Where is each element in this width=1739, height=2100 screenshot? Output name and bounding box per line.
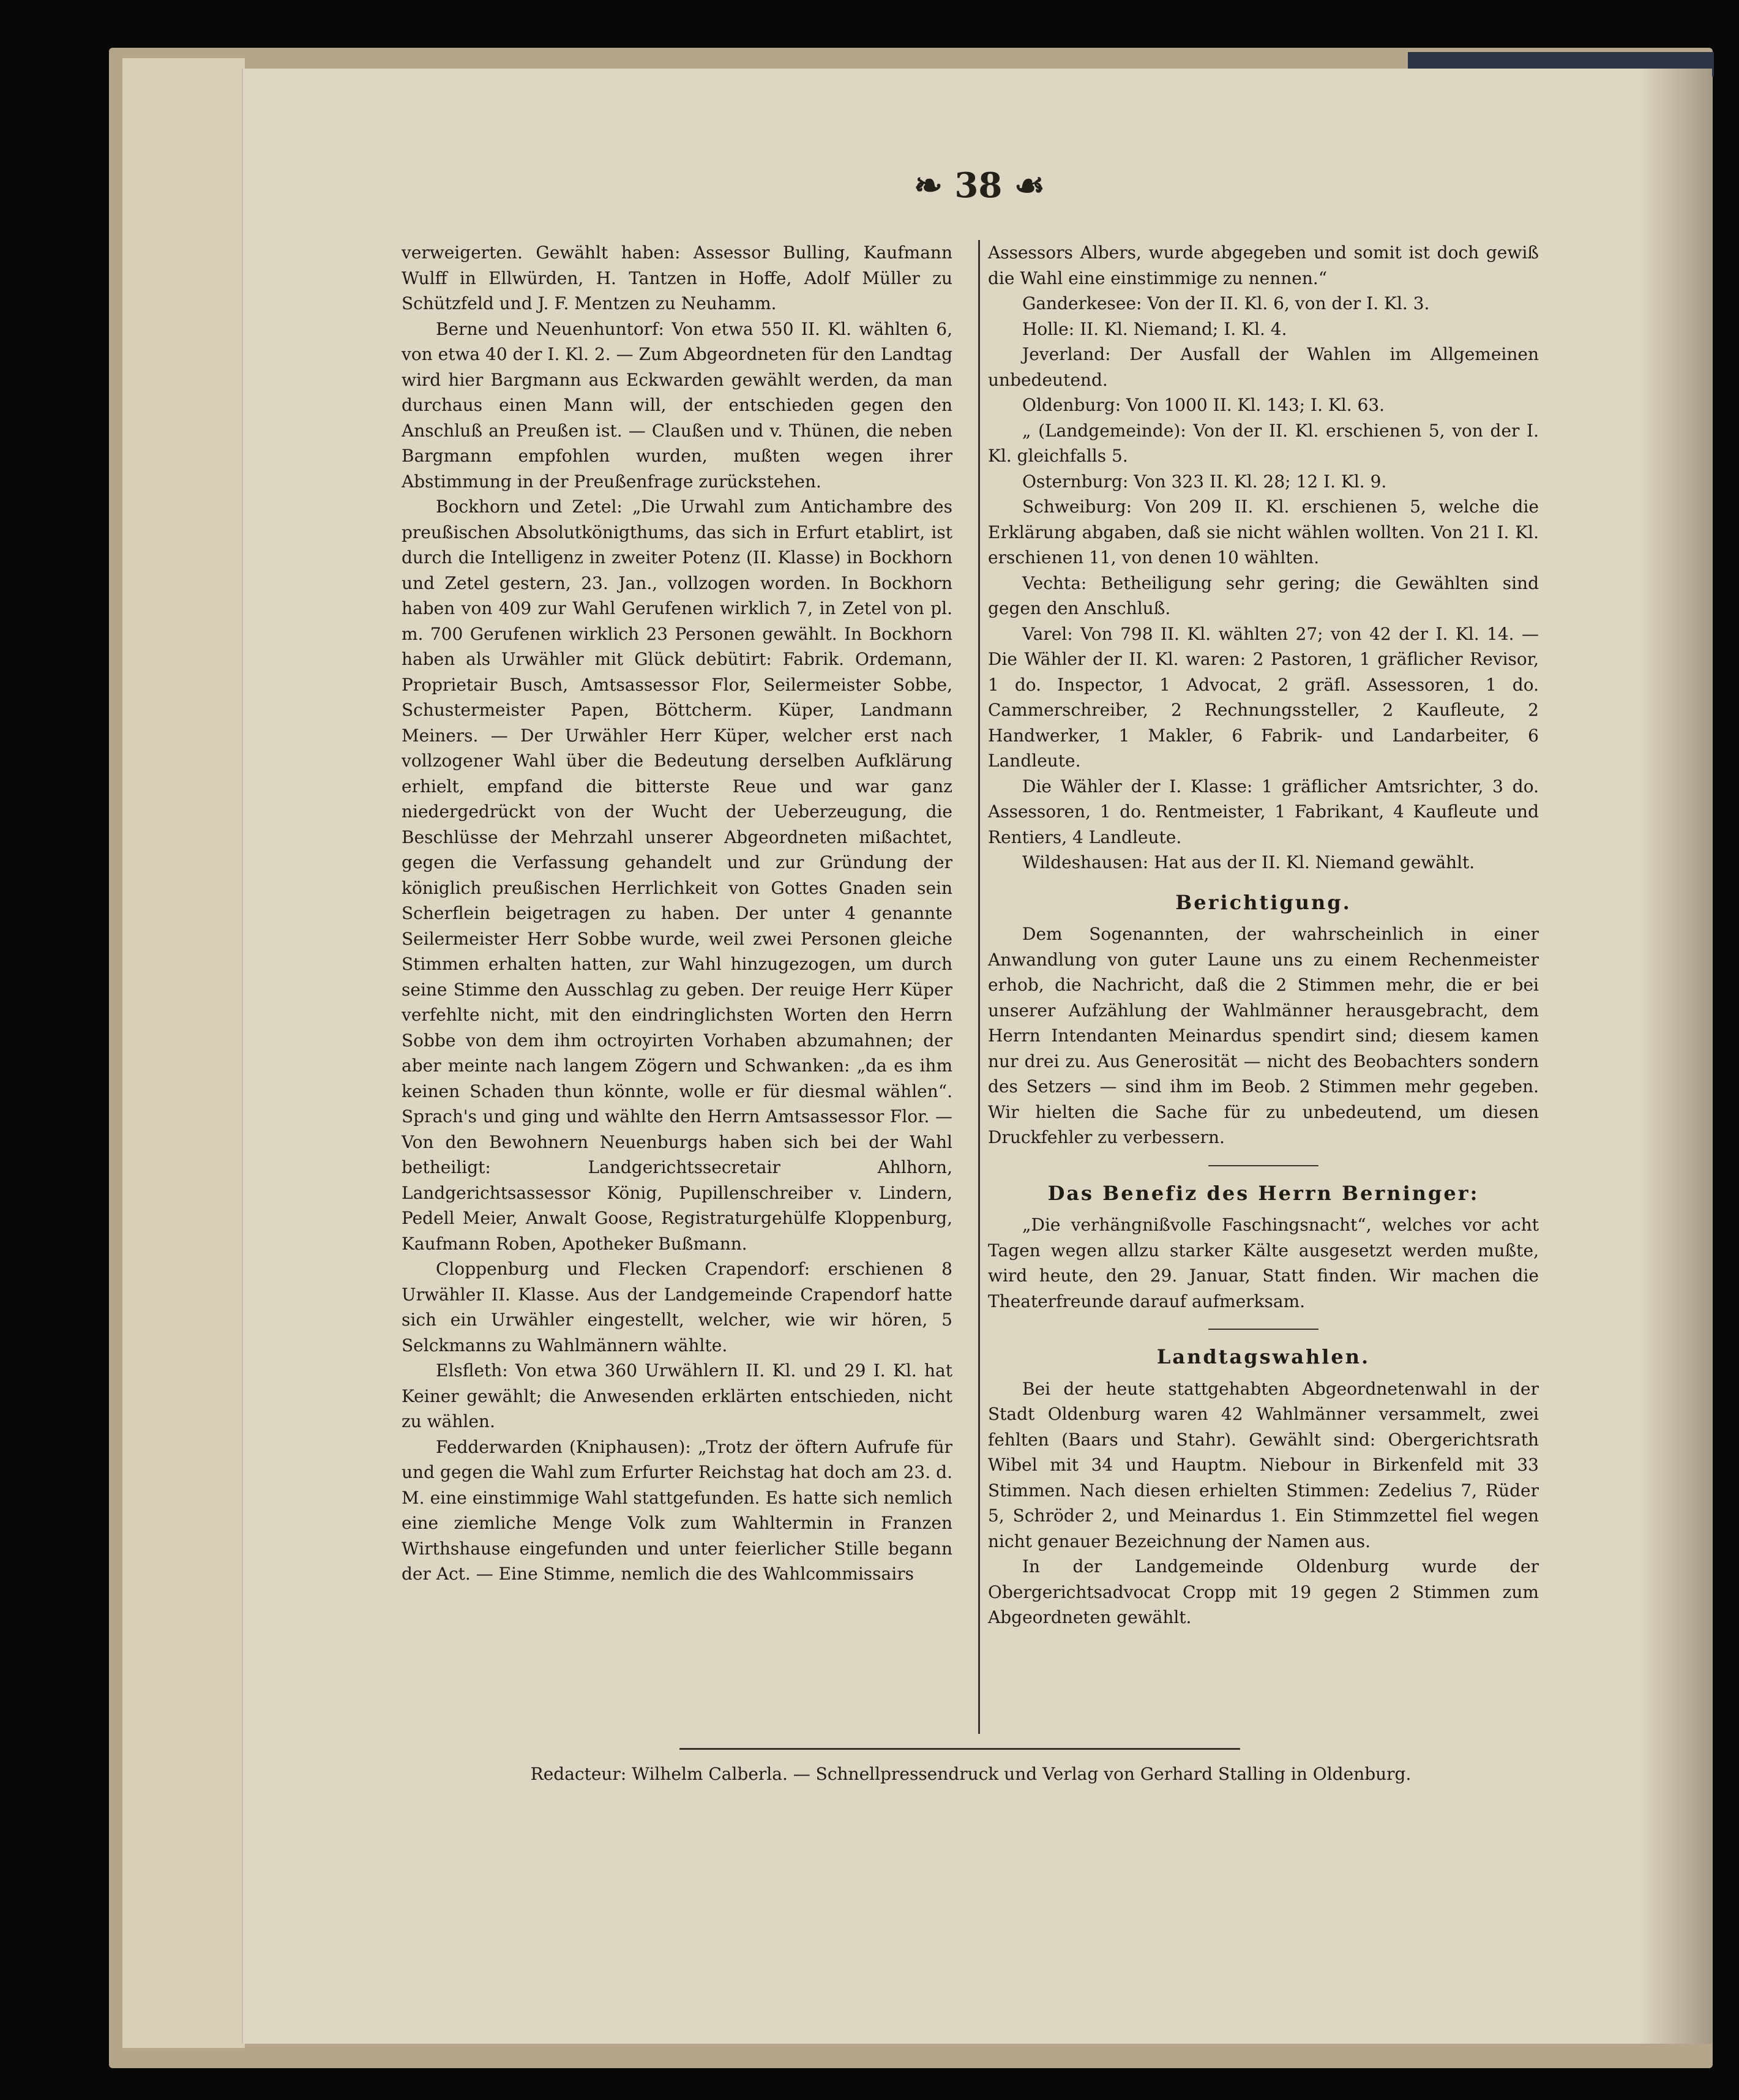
article-paragraph: Berne und Neuenhuntorf: Von etwa 550 II. Kl. wählten 6, von etwa 40 der I. Kl. 2. — Zum Abgeordneten für den Landtag wird hier Bargmann aus Eckwarden gewählt werden, da man durchaus einen Mann will, der entschieden gegen den Anschluß an Preußen ist. — Claußen und v. Thünen, die neben Bargmann empfohlen wurden, mußten wegen ihrer Abstimmung in der Preußenfrage zurückstehen. bbox=[402, 318, 952, 492]
article-paragraph: „ (Landgemeinde): Von der II. Kl. erschienen 5, von der I. Kl. gleichfalls 5. bbox=[988, 420, 1539, 466]
landtagswahlen-text: Bei der heute stattgehabten Abgeordnetenwahl in der Stadt Oldenburg waren 42 Wahlmänner versammelt, zwei fehlten (Baars und Stahr). Gewählt sind: Obergerichtsrath Wibel mit 34 und Hauptm. Niebour in Birkenfeld mit 33 Stimmen. Nach diesen erhielten Stimmen: Zedelius 7, Rüder 5, Schröder 2, und Meinardus 1. Ein Stimmzettel fiel wegen nicht genauer Bezeichnung der Namen aus. bbox=[988, 1378, 1539, 1551]
article-paragraph: Fedderwarden (Kniphausen): „Trotz der öftern Aufrufe für und gegen die Wahl zum Erfurter Reichstag hat doch am 23. d. M. eine einstimmige Wahl stattgefunden. Es hatte sich nemlich eine ziemliche Menge Volk zum Wahltermin in Franzen Wirthshause eingefunden und unter feierlicher Stille begann der Act. — Eine Stimme, nemlich die des Wahlcommissairs bbox=[402, 1436, 952, 1584]
benefiz-text: „Die verhängnißvolle Faschingsnacht“, welches vor acht Tagen wegen allzu starker Kälte ausgesetzt werden mußte, wird heute, den 29. Januar, Statt finden. Wir machen die Theaterfreunde darauf aufmerksam. bbox=[988, 1215, 1539, 1311]
article-paragraph: Schweiburg: Von 209 II. Kl. erschienen 5, welche die Erklärung abgaben, daß sie nicht wählen wollten. Von 21 I. Kl. erschienen 11, von denen 10 wählten. bbox=[988, 497, 1539, 568]
page-number bbox=[848, 165, 1111, 206]
article-paragraph: Vechta: Betheiligung sehr gering; die Gewählten sind gegen den Anschluß. bbox=[988, 572, 1539, 618]
berichtigung-text: Dem Sogenannten, der wahrscheinlich in einer Anwandlung von guter Laune uns zu einem Rechenmeister erhob, die Nachricht, daß die 2 Stimmen mehr, die er bei unserer Aufzählung der Wahlmänner herausgebracht, dem Herrn Intendanten Meinardus spendirt sind; diesem kamen nur drei zu. Aus Generosität — nicht des Beobachters sondern des Setzers — sind ihm im Beob. 2 Stimmen mehr gegeben. Wir hielten die Sache für zu unbedeutend, um diesen Druckfehler zu verbessern. bbox=[988, 924, 1539, 1147]
article-paragraph: Holle: II. Kl. Niemand; I. Kl. 4. bbox=[1022, 318, 1287, 339]
article-paragraph: Cloppenburg und Flecken Crapendorf: erschienen 8 Urwähler II. Klasse. Aus der Landgemeinde Crapendorf hatte sich ein Urwähler eingestellt, welcher, wie wir hören, 5 Selckmanns zu Wahlmännern wählte. bbox=[402, 1259, 952, 1356]
right-ornament-icon: ☙ bbox=[1002, 165, 1045, 206]
berichtigung-heading: Berichtigung. bbox=[1175, 890, 1352, 914]
column-divider bbox=[978, 240, 980, 1734]
landtagswahlen-text: In der Landgemeinde Oldenburg wurde der Obergerichtsadvocat Cropp mit 19 gegen 2 Stimmen zum Abgeordneten gewählt. bbox=[988, 1556, 1539, 1627]
article-paragraph: Elsfleth: Von etwa 360 Urwählern II. Kl. und 29 I. Kl. hat Keiner gewählt; die Anwesenden erklärten entschieden, nicht zu wählen. bbox=[402, 1360, 952, 1431]
right-column bbox=[988, 240, 1539, 1630]
article-paragraph: Oldenburg: Von 1000 II. Kl. 143; I. Kl. 63. bbox=[1022, 395, 1385, 415]
article-paragraph: Osternburg: Von 323 II. Kl. 28; 12 I. Kl. 9. bbox=[1022, 471, 1387, 492]
article-paragraph: Ganderkesee: Von der II. Kl. 6, von der I. Kl. 3. bbox=[1022, 293, 1430, 313]
imprint-footer: Redacteur: Wilhelm Calberla. — Schnellpressendruck und Verlag von Gerhard Stalling in Oldenburg. bbox=[530, 1764, 1412, 1784]
gutter-shadow bbox=[1639, 69, 1712, 2044]
section-separator bbox=[1208, 1329, 1318, 1330]
article-paragraph: Assessors Albers, wurde abgegeben und somit ist doch gewiß die Wahl eine einstimmige zu nennen.“ bbox=[988, 242, 1539, 288]
article-paragraph: Die Wähler der I. Klasse: 1 gräflicher Amtsrichter, 3 do. Assessoren, 1 do. Rentmeister, 1 Fabrikant, 4 Kaufleute und Rentiers, 4 Landleute. bbox=[988, 776, 1539, 847]
footer-rule bbox=[679, 1748, 1240, 1750]
section-separator bbox=[1208, 1165, 1318, 1166]
left-ornament-icon: ❧ bbox=[913, 165, 955, 206]
article-paragraph: Wildeshausen: Hat aus der II. Kl. Niemand gewählt. bbox=[1022, 852, 1475, 872]
article-paragraph: Bockhorn und Zetel: „Die Urwahl zum Antichambre des preußischen Absolutkönigthums, das sich in Erfurt etablirt, ist durch die Intelligenz in zweiter Potenz (II. Klasse) in Bockhorn und Zetel gestern, 23. Jan., vollzogen worden. In Bockhorn haben von 409 zur Wahl Gerufenen wirklich 7, in Zetel von pl. m. 700 Gerufenen wirklich 23 Personen gewählt. In Bockhorn haben als Urwähler mit Glück debütirt: Fabrik. Ordemann, Proprietair Busch, Amtsassessor Flor, Seilermeister Sobbe, Schustermeister Papen, Böttcherm. Küper, Landmann Meiners. — Der Urwähler Herr Küper, welcher erst nach vollzogener Wahl über die Bedeutung derselben Aufklärung erhielt, empfand die bitterste Reue und war ganz niedergedrückt von der Wucht der Ueberzeugung, die Beschlüsse der Mehrzahl unserer Abgeordneten mißachtet, gegen die Verfassung gehandelt und zur Gründung der königlich preußischen Herrlichkeit von Gottes Gnaden sein Scherflein beigetragen zu haben. Der unter 4 genannte Seilermeister Herr Sobbe wurde, weil zwei Personen gleiche Stimmen erhalten hatten, zur Wahl hinzugezogen, um durch seine Stimme den Ausschlag zu geben. Der reuige Herr Küper verfehlte nicht, mit den eindringlichsten Worten den Herrn Sobbe von dem ihm octroyirten Vorhaben abzumahnen; der aber meinte nach langem Zögern und Schwanken: „da es ihm keinen Schaden thun könnte, wolle er für diesmal wählen“. Sprach's und ging und wählte den Herrn Amtsassessor Flor. — Von den Bewohnern Neuenburgs haben sich bei der Wahl betheiligt: Landgerichtssecretair Ahlhorn, Landgerichtsassessor König, Pupillenschreiber v. Lindern, Pedell Meier, Anwalt Goose, Registraturgehülfe Kloppenburg, Kaufmann Roben, Apotheker Bußmann. bbox=[402, 497, 952, 1254]
article-paragraph: Jeverland: Der Ausfall der Wahlen im Allgemeinen unbedeutend. bbox=[988, 344, 1539, 390]
page-edge bbox=[196, 66, 246, 2042]
landtagswahlen-heading: Landtagswahlen. bbox=[1156, 1345, 1371, 1368]
benefiz-heading: Das Benefiz des Herrn Berninger: bbox=[1047, 1181, 1479, 1205]
article-paragraph: verweigerten. Gewählt haben: Assessor Bulling, Kaufmann Wulff in Ellwürden, H. Tantzen in Hoffe, Adolf Müller zu Schützfeld und J. F. Mentzen zu Neuhamm. bbox=[402, 242, 952, 313]
article-paragraph: Varel: Von 798 II. Kl. wählten 27; von 42 der I. Kl. 14. — Die Wähler der II. Kl. waren: 2 Pastoren, 1 gräflicher Revisor, 1 do. Inspector, 1 Advocat, 2 gräfl. Assessoren, 1 do. Cammerschreiber, 2 Rechnungssteller, 2 Kaufleute, 2 Handwerker, 1 Makler, 6 Fabrik- und Landarbeiter, 6 Landleute. bbox=[988, 623, 1539, 771]
left-column bbox=[402, 240, 952, 1587]
page-number-value: 38 bbox=[954, 165, 1003, 206]
